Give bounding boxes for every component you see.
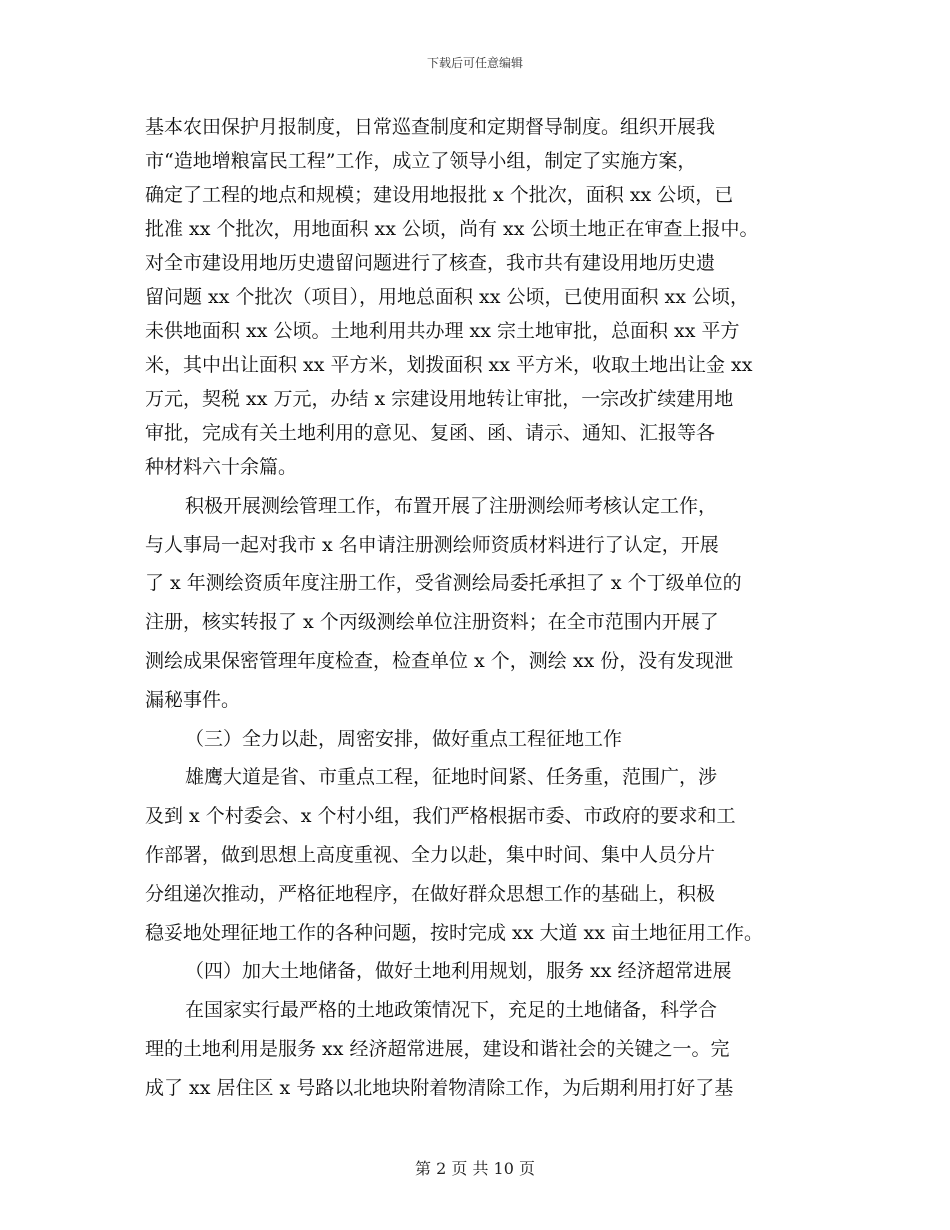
text-line: 了 x 年测绘资质年度注册工作，受省测绘局委托承担了 x 个丁级单位的 [145,572,742,595]
text-line: 留问题 xx 个批次（项目），用地总面积 xx 公顷，已使用面积 xx 公顷， [145,286,750,308]
text-line: 确定了工程的地点和规模；建设用地报批 x 个批次，面积 xx 公顷，已 [145,184,734,206]
text-line: 漏秘事件。 [145,688,241,711]
text-line: 及到 x 个村委会、x 个村小组，我们严格根据市委、市政府的要求和工 [145,805,736,828]
text-line: 稳妥地处理征地工作的各种问题，按时完成 xx 大道 xx 亩土地征用工作。 [145,921,764,944]
text-line: 审批，完成有关土地利用的意见、复函、函、请示、通知、汇报等各 [145,422,716,444]
text-line: 米，其中出让面积 xx 平方米，划拨面积 xx 平方米，收取土地出让金 xx [145,354,753,376]
page-header-note: 下载后可任意编辑 [426,56,523,70]
text-line: 雄鹰大道是省、市重点工程，征地时间紧、任务重，范围广，涉 [185,766,718,789]
page-number: 第 2 页 共 10 页 [415,1159,535,1178]
text-line: 对全市建设用地历史遗留问题进行了核查，我市共有建设用地历史遗 [145,252,716,274]
text-line: 市“造地增粮富民工程”工作，成立了领导小组，制定了实施方案， [145,150,697,172]
document-body [145,110,810,1105]
text-line: （三）全力以赴，周密安排，做好重点工程征地工作 [185,727,623,750]
text-line: 批准 xx 个批次，用地面积 xx 公顷，尚有 xx 公顷土地正在审查上报中。 [145,218,759,240]
text-line: 作部署，做到思想上高度重视、全力以赴，集中时间、集中人员分片 [145,843,716,866]
text-line: 未供地面积 xx 公顷。土地利用共办理 xx 宗土地审批，总面积 xx 平方 [145,320,740,342]
text-line: 分组递次推动，严格征地程序，在做好群众思想工作的基础上，积极 [145,882,716,905]
text-line: 测绘成果保密管理年度检查，检查单位 x 个，测绘 xx 份，没有发现泄 [145,649,734,672]
text-line: 理的土地利用是服务 xx 经济超常进展，建设和谐社会的关键之一。完 [145,1037,730,1060]
text-line: 在国家实行最严格的土地政策情况下，充足的土地储备，科学合 [185,999,718,1022]
text-line: 基本农田保护月报制度，日常巡查制度和定期督导制度。组织开展我 [145,116,716,138]
text-line: （四）加大土地储备，做好土地利用规划，服务 xx 经济超常进展 [185,960,732,983]
text-line: 与人事局一起对我市 x 名申请注册测绘师资质材料进行了认定，开展 [145,533,719,556]
text-line: 积极开展测绘管理工作，布置开展了注册测绘师考核认定工作， [185,494,718,517]
text-line: 注册，核实转报了 x 个丙级测绘单位注册资料；在全市范围内开展了 [145,611,719,634]
text-line: 种材料六十余篇。 [145,456,298,478]
text-line: 万元，契税 xx 万元，办结 x 宗建设用地转让审批，一宗改扩续建用地 [145,388,734,410]
text-line: 成了 xx 居住区 x 号路以北地块附着物清除工作，为后期利用打好了基 [145,1076,734,1099]
